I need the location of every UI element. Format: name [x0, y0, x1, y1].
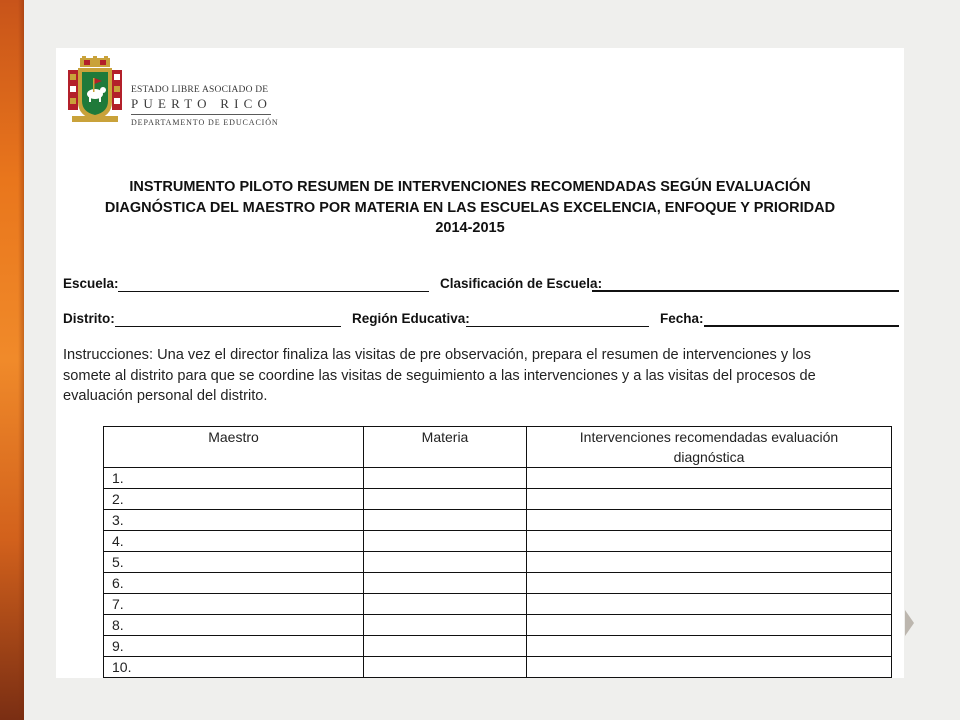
instructions-line-3: evaluación personal del distrito. — [63, 388, 268, 404]
table-row — [104, 573, 892, 594]
materia-cell[interactable] — [364, 573, 527, 594]
escuela-blank-line[interactable] — [118, 291, 429, 292]
table-row — [104, 552, 892, 573]
intervenciones-cell[interactable] — [527, 468, 892, 489]
agency-line-3: DEPARTAMENTO DE EDUCACIÓN — [131, 118, 279, 127]
region-blank-line[interactable] — [466, 326, 649, 327]
title-line-2: DIAGNÓSTICA DEL MAESTRO POR MATERIA EN LAS ESCUELAS EXCELENCIA, ENFOQUE Y PRIORIDAD — [104, 199, 836, 216]
materia-cell[interactable] — [364, 468, 527, 489]
header-maestro — [104, 427, 364, 468]
next-slide-arrow-icon[interactable] — [905, 610, 914, 636]
header-maestro-text: Maestro — [208, 429, 259, 445]
field-row-escuela — [63, 276, 899, 296]
intervenciones-cell[interactable] — [527, 510, 892, 531]
title-line-3: 2014-2015 — [435, 220, 505, 236]
row-number: 9. — [104, 636, 364, 657]
clasificacion-label: Clasificación de Escuela: — [440, 276, 603, 291]
materia-cell[interactable] — [364, 594, 527, 615]
agency-divider — [131, 114, 271, 115]
materia-cell[interactable] — [364, 510, 527, 531]
table-row — [104, 636, 892, 657]
intervenciones-cell[interactable] — [527, 657, 892, 678]
intervenciones-cell[interactable] — [527, 594, 892, 615]
intervenciones-cell[interactable] — [527, 531, 892, 552]
interventions-table — [103, 426, 892, 678]
intervenciones-cell[interactable] — [527, 636, 892, 657]
table-row — [104, 510, 892, 531]
clasificacion-blank-line[interactable] — [592, 290, 899, 292]
title-line-1: INSTRUMENTO PILOTO RESUMEN DE INTERVENCIONES RECOMENDADAS SEGÚN EVALUACIÓN — [129, 179, 811, 195]
agency-line-2: PUERTO RICO — [131, 96, 273, 111]
instructions-line-1: Instrucciones: Una vez el director finaliza las visitas de pre observación, prepara el resumen de intervenciones y los — [63, 347, 811, 363]
table-row — [104, 531, 892, 552]
intervenciones-cell[interactable] — [527, 552, 892, 573]
region-label: Región Educativa: — [352, 311, 470, 326]
materia-cell[interactable] — [364, 657, 527, 678]
header-intervenciones-line-1: Intervenciones recomendadas evaluación — [579, 429, 839, 445]
table-row — [104, 657, 892, 678]
agency-block — [131, 85, 279, 128]
header-intervenciones — [527, 427, 892, 468]
field-row-distrito — [63, 311, 899, 331]
left-accent-bar — [0, 0, 24, 720]
materia-cell[interactable] — [364, 615, 527, 636]
table-row — [104, 489, 892, 510]
row-number: 10. — [104, 657, 364, 678]
distrito-label: Distrito: — [63, 311, 115, 326]
row-number: 3. — [104, 510, 364, 531]
instructions-line-2: somete al distrito para que se coordine las visitas de seguimiento a las intervenciones y a las visitas del procesos de — [63, 367, 816, 384]
row-number: 4. — [104, 531, 364, 552]
fecha-label: Fecha: — [660, 311, 704, 326]
row-number: 8. — [104, 615, 364, 636]
document-title — [70, 177, 870, 239]
instructions-text — [63, 345, 903, 407]
row-number: 7. — [104, 594, 364, 615]
header-intervenciones-line-2: diagnóstica — [673, 449, 745, 465]
header-materia-text: Materia — [421, 429, 469, 445]
row-number: 2. — [104, 489, 364, 510]
materia-cell[interactable] — [364, 531, 527, 552]
agency-line-1: ESTADO LIBRE ASOCIADO DE — [131, 85, 269, 95]
intervenciones-cell[interactable] — [527, 489, 892, 510]
materia-cell[interactable] — [364, 552, 527, 573]
table-row — [104, 468, 892, 489]
escuela-label: Escuela: — [63, 276, 119, 291]
materia-cell[interactable] — [364, 489, 527, 510]
row-number: 1. — [104, 468, 364, 489]
materia-cell[interactable] — [364, 636, 527, 657]
table-row — [104, 615, 892, 636]
intervenciones-cell[interactable] — [527, 573, 892, 594]
row-number: 5. — [104, 552, 364, 573]
row-number: 6. — [104, 573, 364, 594]
intervenciones-cell[interactable] — [527, 615, 892, 636]
header-materia — [364, 427, 527, 468]
distrito-blank-line[interactable] — [115, 326, 341, 327]
coat-of-arms-icon — [66, 56, 124, 124]
table-row — [104, 594, 892, 615]
fecha-blank-line[interactable] — [704, 325, 899, 327]
